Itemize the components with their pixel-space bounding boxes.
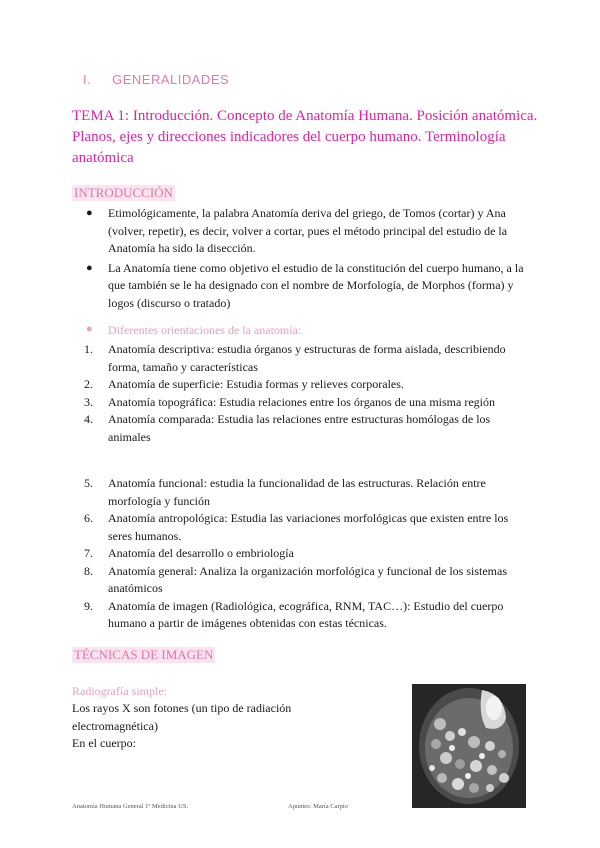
list-item: ● Etimológicamente, la palabra Anatomía deriva del griego, de Tomos (cortar) y Ana (volver, repetir), es decir, volver a cortar, pues el método principal del estudio de la Anatomía ha sido la disección. [86,206,508,255]
list-item: 5. Anatomía funcional: estudia la funcionalidad de las estructuras. Relación entre morfología y función [84,476,486,508]
introduccion-list [72,205,532,314]
list-item: 1. Anatomía descriptiva: estudia órganos y estructuras de forma aislada, describiendo forma, tamaño y características [84,342,506,374]
list-item: 3. Anatomía topográfica: Estudia relaciones entre los órganos de una misma región [84,394,495,409]
bullet-icon: ● [86,207,93,219]
section-heading [83,72,229,87]
scan-illustration [412,684,526,808]
bullet-icon: ● [86,323,93,335]
list-item: 7. Anatomía del desarrollo o embriología [84,546,294,560]
section-number: I. [83,72,92,87]
section-title: GENERALIDADES [112,72,230,87]
tema-title: TEMA 1: Introducción. Concepto de Anatomía Humana. Posición anatómica. Planos, ejes y direcciones indicadores del cuerpo humano. Terminología anatómica [72,108,538,166]
list-item: 9. Anatomía de imagen (Radiológica, ecográfica, RNM, TAC…): Estudio del cuerpo humano a partir de imágenes obtenidas con estas técnicas. [84,598,504,630]
radiografia-label: Radiografía simple: [72,684,167,698]
orientaciones-list-a [72,341,532,446]
radiografia-text: Los rayos X son fotones (un tipo de radiación electromagnética) En el cuerpo: [72,701,292,750]
list-item: 4. Anatomía comparada: Estudia las relaciones entre estructuras homólogas de los animales [84,412,491,444]
orientaciones-list-b [72,475,532,633]
bullet-icon: ● [86,261,93,274]
orientaciones-title: ● Diferentes orientaciones de la anatomía: [86,323,302,337]
list-item: ● La Anatomía tiene como objetivo el estudio de la constitución del cuerpo humano, a la que también se le ha designado con el nombre de Morfología, de Morphos (forma) y logos (discurso o tratado) [86,260,524,310]
list-item: 2. Anatomía de superficie: Estudia formas y relieves corporales. [84,377,404,391]
list-item: 8. Anatomía general: Analiza la organización morfológica y funcional de los sistemas anatómicos [84,563,507,595]
abdominal-scan-image [412,684,526,808]
footer-course: Anatomía Humana General 1º Medicina US. [72,803,189,810]
tecnicas-heading: TÉCNICAS DE IMAGEN [74,647,214,662]
list-item: 6. Anatomía antropológica: Estudia las variaciones morfológicas que existen entre los seres humanos. [84,511,509,543]
footer-author: Apuntes: María Carpio [288,803,348,810]
introduccion-heading: INTRODUCCIÓN [74,185,173,200]
